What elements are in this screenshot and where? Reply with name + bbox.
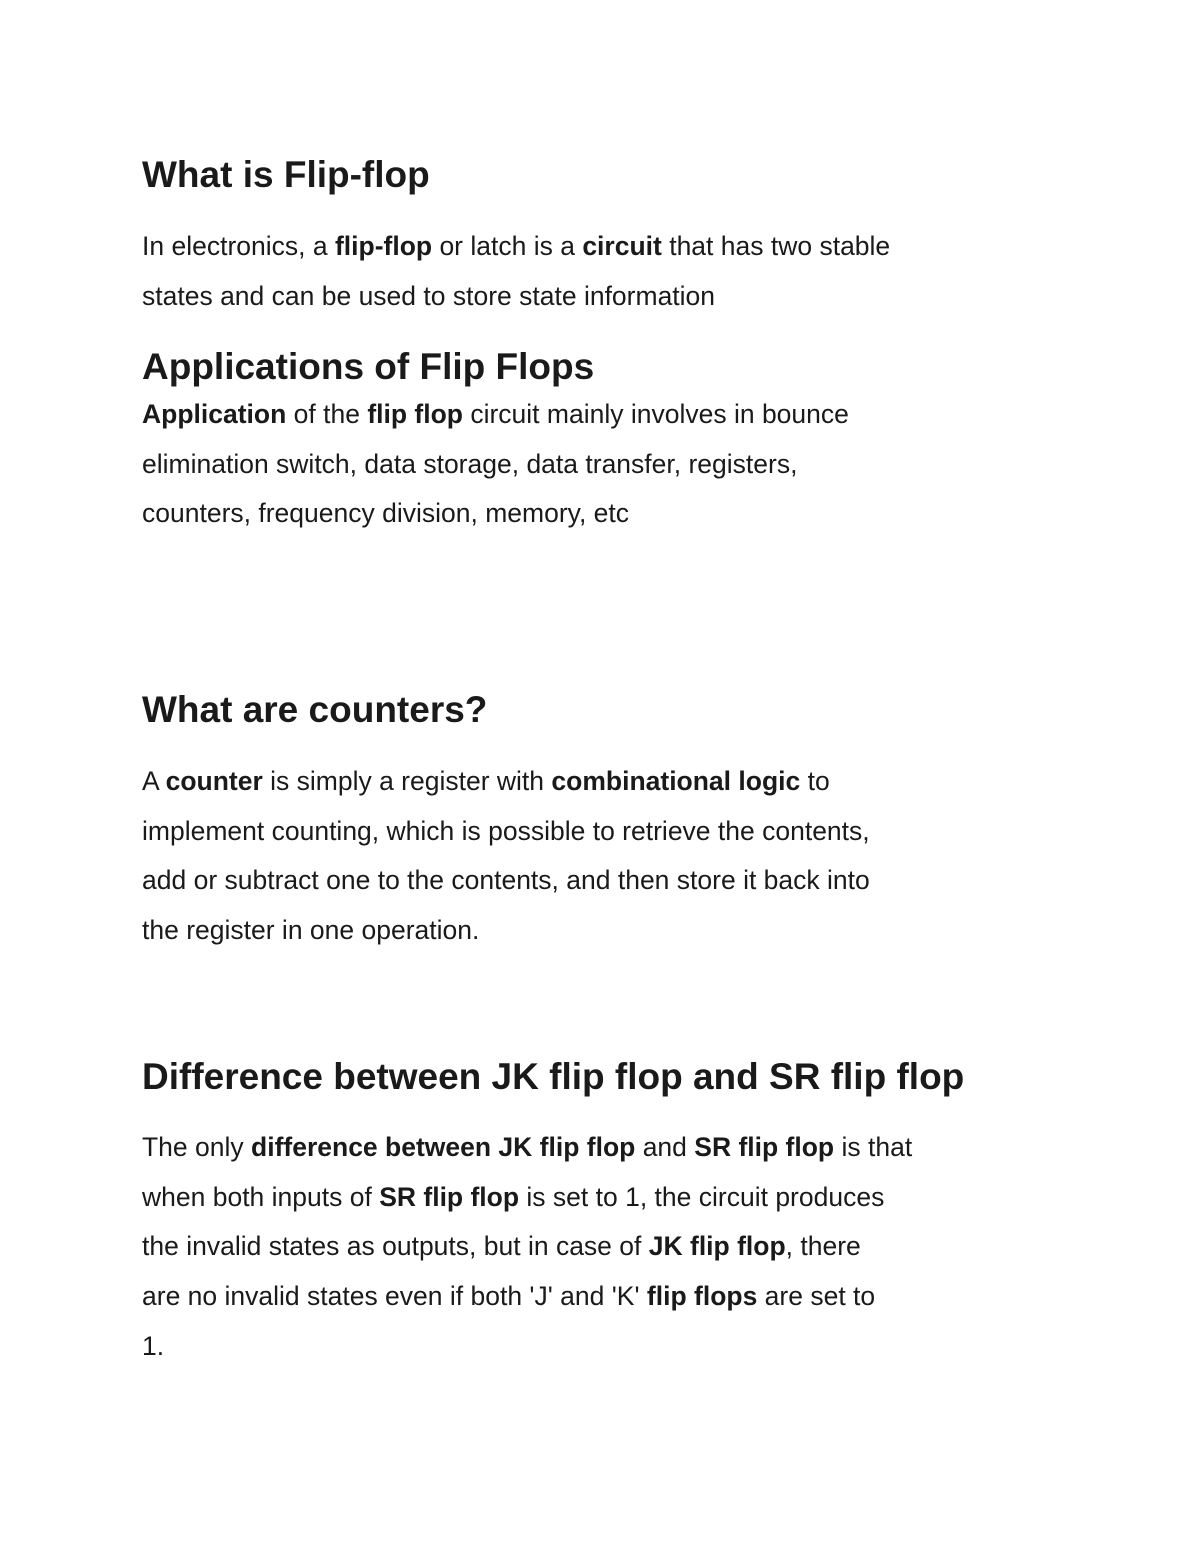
paragraph-applications: [142, 390, 849, 539]
text-run: are no invalid states even if both 'J' and 'K': [142, 1281, 647, 1312]
text-run: In electronics, a: [142, 231, 335, 261]
text-run: The only: [142, 1132, 252, 1162]
heading-applications: Applications of Flip Flops: [142, 346, 595, 387]
text-run: counters, frequency division, memory, etc: [142, 498, 630, 529]
text-run: is simply a register with: [262, 766, 552, 796]
text-run: implement counting, which is possible to retrieve the contents,: [142, 815, 870, 846]
text-line: [142, 1123, 912, 1173]
heading-jk-vs-sr: Difference between JK flip flop and SR flip flop: [142, 1056, 965, 1097]
bold-text-run: SR flip flop: [694, 1132, 835, 1162]
text-line: [142, 1173, 912, 1223]
bold-text-run: combinational logic: [551, 766, 801, 796]
text-line: [142, 222, 890, 272]
paragraph-counters: [142, 757, 870, 956]
text-line: [142, 757, 870, 807]
text-run: , there: [785, 1231, 861, 1262]
bold-text-run: Application: [142, 399, 287, 429]
text-run: and: [635, 1132, 695, 1162]
bold-text-run: circuit: [582, 231, 662, 261]
bold-text-run: flip-flop: [334, 231, 433, 261]
bold-text-run: JK flip flop: [648, 1231, 786, 1262]
text-run: 1.: [142, 1330, 165, 1361]
text-run: is set to 1, the circuit produces: [519, 1181, 885, 1212]
text-line: [142, 489, 849, 539]
text-run: A: [142, 766, 166, 796]
text-run: is that: [834, 1132, 913, 1162]
heading-counters: What are counters?: [142, 689, 488, 730]
text-run: the invalid states as outputs, but in case of: [142, 1231, 649, 1262]
bold-text-run: flip flop: [367, 399, 463, 429]
text-run: elimination switch, data storage, data transfer, registers,: [142, 448, 798, 479]
text-run: add or subtract one to the contents, and then store it back into: [142, 865, 870, 896]
text-run: of the: [286, 399, 368, 429]
heading-what-is-flip-flop: What is Flip-flop: [142, 154, 430, 195]
paragraph-jk-vs-sr: [142, 1123, 912, 1371]
text-line: [142, 856, 870, 906]
text-line: [142, 272, 890, 322]
text-line: [142, 807, 870, 857]
bold-text-run: counter: [165, 766, 263, 796]
text-run: the register in one operation.: [142, 915, 480, 946]
bold-text-run: difference between JK flip flop: [251, 1132, 636, 1162]
text-run: when both inputs of: [142, 1181, 380, 1212]
bold-text-run: flip flops: [646, 1281, 758, 1312]
text-run: that has two stable: [661, 231, 891, 261]
text-line: [142, 1322, 912, 1372]
text-run: to: [800, 766, 830, 796]
text-line: [142, 440, 849, 490]
text-run: or latch is a: [432, 231, 583, 261]
text-run: are set to: [757, 1281, 876, 1312]
bold-text-run: SR flip flop: [379, 1181, 520, 1212]
paragraph-flip-flop-definition: [142, 222, 890, 321]
text-line: [142, 906, 870, 956]
text-line: [142, 390, 849, 440]
text-line: [142, 1272, 912, 1322]
text-line: [142, 1222, 912, 1272]
text-run: states and can be used to store state information: [142, 280, 716, 311]
text-run: circuit mainly involves in bounce: [462, 399, 849, 429]
